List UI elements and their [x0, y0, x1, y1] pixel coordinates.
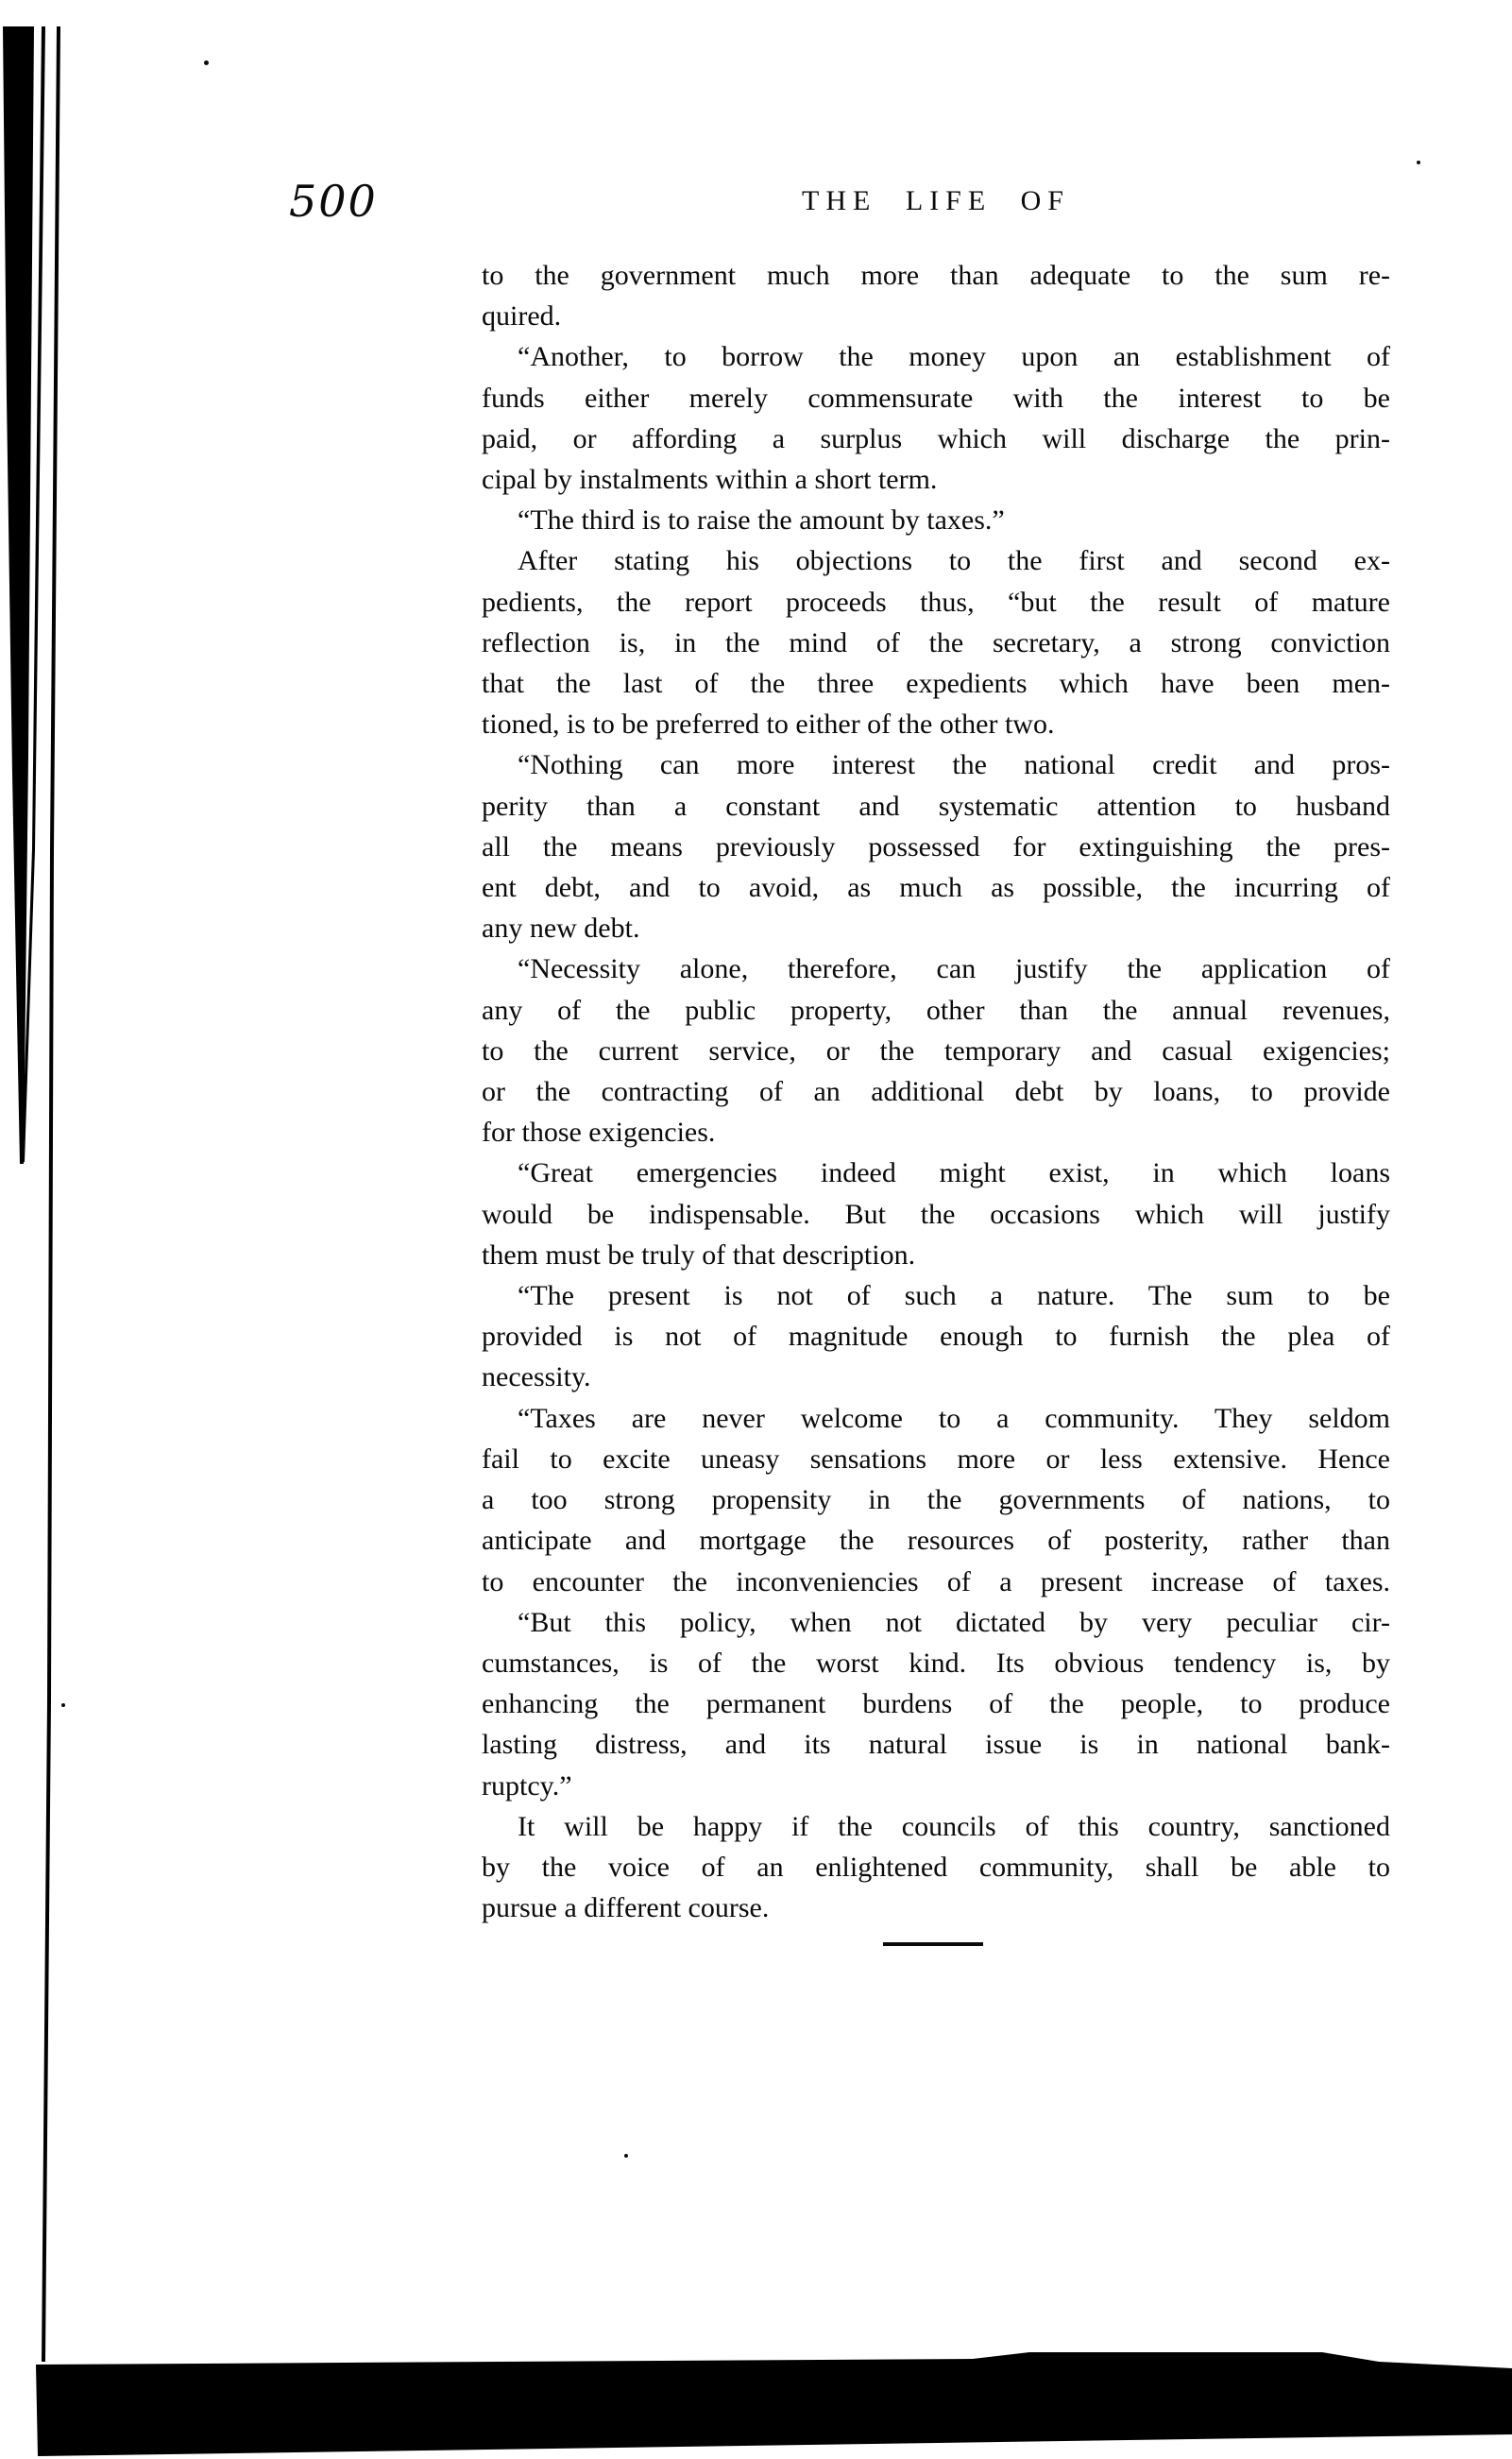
text-line: necessity. [482, 1361, 591, 1393]
text-line: “The third is to raise the amount by taxes.” [518, 504, 1005, 537]
text-line: lasting distress, and its natural issue is in national bank- [482, 1729, 1390, 1761]
text-line: any new debt. [482, 913, 640, 945]
text-line: It will be happy if the councils of this country, sanctioned [518, 1810, 1390, 1842]
text-line: to the current service, or the temporary and casual exigencies; [482, 1034, 1390, 1067]
text-line: pursue a different course. [482, 1892, 770, 1924]
scan-speck [1417, 161, 1420, 164]
binding-line-artifact-2 [42, 26, 60, 2362]
scan-speck [61, 1703, 65, 1707]
text-line: that the last of the three expedients which have been men- [482, 668, 1390, 700]
text-line: them must be truly of that description. [482, 1238, 916, 1271]
text-line: quired. [482, 300, 562, 333]
section-divider-rule [883, 1942, 983, 1946]
text-line: all the means previously possessed for extinguishing the pres- [482, 830, 1390, 862]
text-line: to the government much more than adequate to the sum re- [482, 260, 1390, 291]
scan-speck [624, 2154, 628, 2158]
text-line: After stating his objections to the first and second ex- [518, 545, 1390, 577]
text-line: provided is not of magnitude enough to furnish the plea of [482, 1321, 1390, 1353]
text-line: “Another, to borrow the money upon an establishment of [518, 341, 1390, 373]
text-line: tioned, is to be preferred to either of the other two. [482, 709, 1055, 741]
text-line: “Taxes are never welcome to a community. They seldom [518, 1402, 1390, 1434]
scan-speck [204, 60, 209, 65]
gutter-shadow-artifact [3, 26, 34, 1164]
bottom-scan-bar [36, 2352, 1512, 2456]
text-line: perity than a constant and systematic attention to husband [482, 790, 1390, 822]
text-line: paid, or affording a surplus which will discharge the prin- [482, 422, 1390, 454]
text-line: or the contracting of an additional debt by loans, to provide [482, 1076, 1390, 1108]
page-number: 500 [289, 176, 378, 227]
body-text [482, 255, 1390, 1928]
text-line: ent debt, and to avoid, as much as possible, the incurring of [482, 872, 1390, 904]
text-line: cipal by instalments within a short term. [482, 464, 938, 496]
text-line: “Nothing can more interest the national credit and pros- [518, 749, 1390, 781]
text-line: a too strong propensity in the governments of nations, to [482, 1484, 1390, 1516]
text-line: cumstances, is of the worst kind. Its obvious tendency is, by [482, 1647, 1390, 1679]
text-line: by the voice of an enlightened community, shall be able to [482, 1851, 1390, 1883]
text-line: “Great emergencies indeed might exist, in which loans [518, 1157, 1390, 1189]
text-line: funds either merely commensurate with the interest to be [482, 382, 1390, 414]
text-line: enhancing the permanent burdens of the people, to produce [482, 1688, 1390, 1720]
text-line: fail to excite uneasy sensations more or less extensive. Hence [482, 1443, 1390, 1475]
text-line: to encounter the inconveniencies of a present increase of taxes. [482, 1565, 1390, 1597]
text-line: “The present is not of such a nature. The sum to be [518, 1280, 1390, 1312]
text-line: for those exigencies. [482, 1117, 716, 1149]
text-line: pedients, the report proceeds thus, “but the result of mature [482, 586, 1390, 618]
text-line: any of the public property, other than the annual revenues, [482, 994, 1390, 1026]
text-line: reflection is, in the mind of the secretary, a strong conviction [482, 626, 1390, 658]
binding-line-artifact-1 [22, 26, 45, 1162]
text-line: ruptcy.” [482, 1769, 572, 1802]
text-line: anticipate and mortgage the resources of posterity, rather than [482, 1525, 1390, 1557]
text-line: would be indispensable. But the occasions which will justify [482, 1198, 1390, 1230]
text-line: “But this policy, when not dictated by very peculiar cir- [518, 1606, 1390, 1638]
running-header: THE LIFE OF [802, 185, 1070, 216]
text-line: “Necessity alone, therefore, can justify the application of [518, 953, 1390, 985]
